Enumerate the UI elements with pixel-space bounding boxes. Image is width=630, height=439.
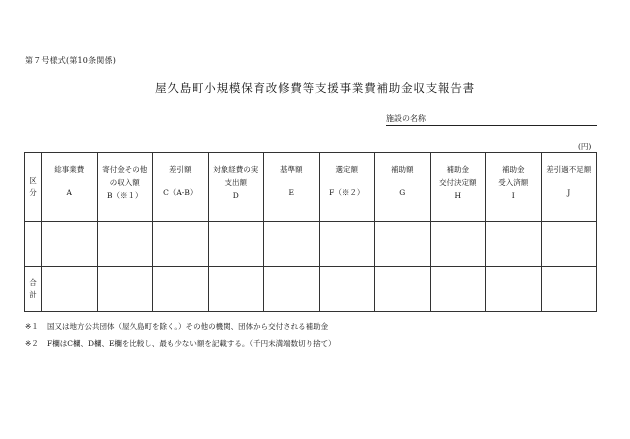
- table-cell: [486, 222, 542, 267]
- facility-name-label: 施設の名称: [386, 114, 426, 123]
- note-text: F欄はC欄、D欄、E欄を比較し、最も少ない額を記載する。（千円未満端数切り捨て）: [47, 339, 336, 348]
- table-cell: [208, 222, 264, 267]
- table-cell: [42, 222, 98, 267]
- note-text: 国又は地方公共団体（屋久島町を除く。）その他の機関、団体から交付される補助金: [47, 322, 329, 331]
- kubun-header: 区 分: [25, 153, 42, 222]
- table-cell: [375, 222, 431, 267]
- column-header-standard-amount: 基準額 E: [264, 153, 320, 222]
- table-header-row: [25, 153, 597, 222]
- table-cell: [541, 267, 597, 312]
- table-cell: [430, 267, 486, 312]
- table-cell: [264, 222, 320, 267]
- table-cell: [486, 267, 542, 312]
- table-row: [25, 222, 597, 267]
- table-cell: [25, 222, 42, 267]
- table-cell: [97, 222, 153, 267]
- table-cell: [319, 222, 375, 267]
- column-header-grant-decision: 補助金 交付決定額 H: [430, 153, 486, 222]
- column-header-donations: 寄付金その他 の収入額 B（※１）: [97, 153, 153, 222]
- table-cell: [153, 267, 209, 312]
- column-header-difference: 差引額 C（A-B）: [153, 153, 209, 222]
- column-header-subsidy-amount: 補助額 G: [375, 153, 431, 222]
- note-item: [25, 335, 336, 352]
- facility-name-field: [386, 113, 597, 126]
- note-mark: ※１: [25, 322, 39, 331]
- column-header-total-cost: 総事業費 A: [42, 153, 98, 222]
- table-cell: [208, 267, 264, 312]
- table-cell: [264, 267, 320, 312]
- column-header-surplus-shortage: 差引過不足額 J: [541, 153, 597, 222]
- total-label: 合 計: [25, 267, 42, 312]
- column-header-received: 補助金 受入済額 I: [486, 153, 542, 222]
- table-cell: [153, 222, 209, 267]
- column-header-actual-expense: 対象経費の実 支出額 D: [208, 153, 264, 222]
- table-cell: [42, 267, 98, 312]
- table-cell: [319, 267, 375, 312]
- table-cell: [97, 267, 153, 312]
- column-header-selected-amount: 選定額 F（※２）: [319, 153, 375, 222]
- table-cell: [541, 222, 597, 267]
- total-row: [25, 267, 597, 312]
- form-number: 第７号様式(第10条関係): [25, 56, 117, 65]
- notes: [25, 318, 336, 352]
- table-cell: [375, 267, 431, 312]
- table-cell: [430, 222, 486, 267]
- note-item: [25, 318, 336, 335]
- document-title: 屋久島町小規模保育改修費等支援事業費補助金収支報告書: [155, 81, 475, 95]
- report-table: [24, 152, 597, 312]
- note-mark: ※２: [25, 339, 39, 348]
- unit-label: (円): [578, 142, 592, 151]
